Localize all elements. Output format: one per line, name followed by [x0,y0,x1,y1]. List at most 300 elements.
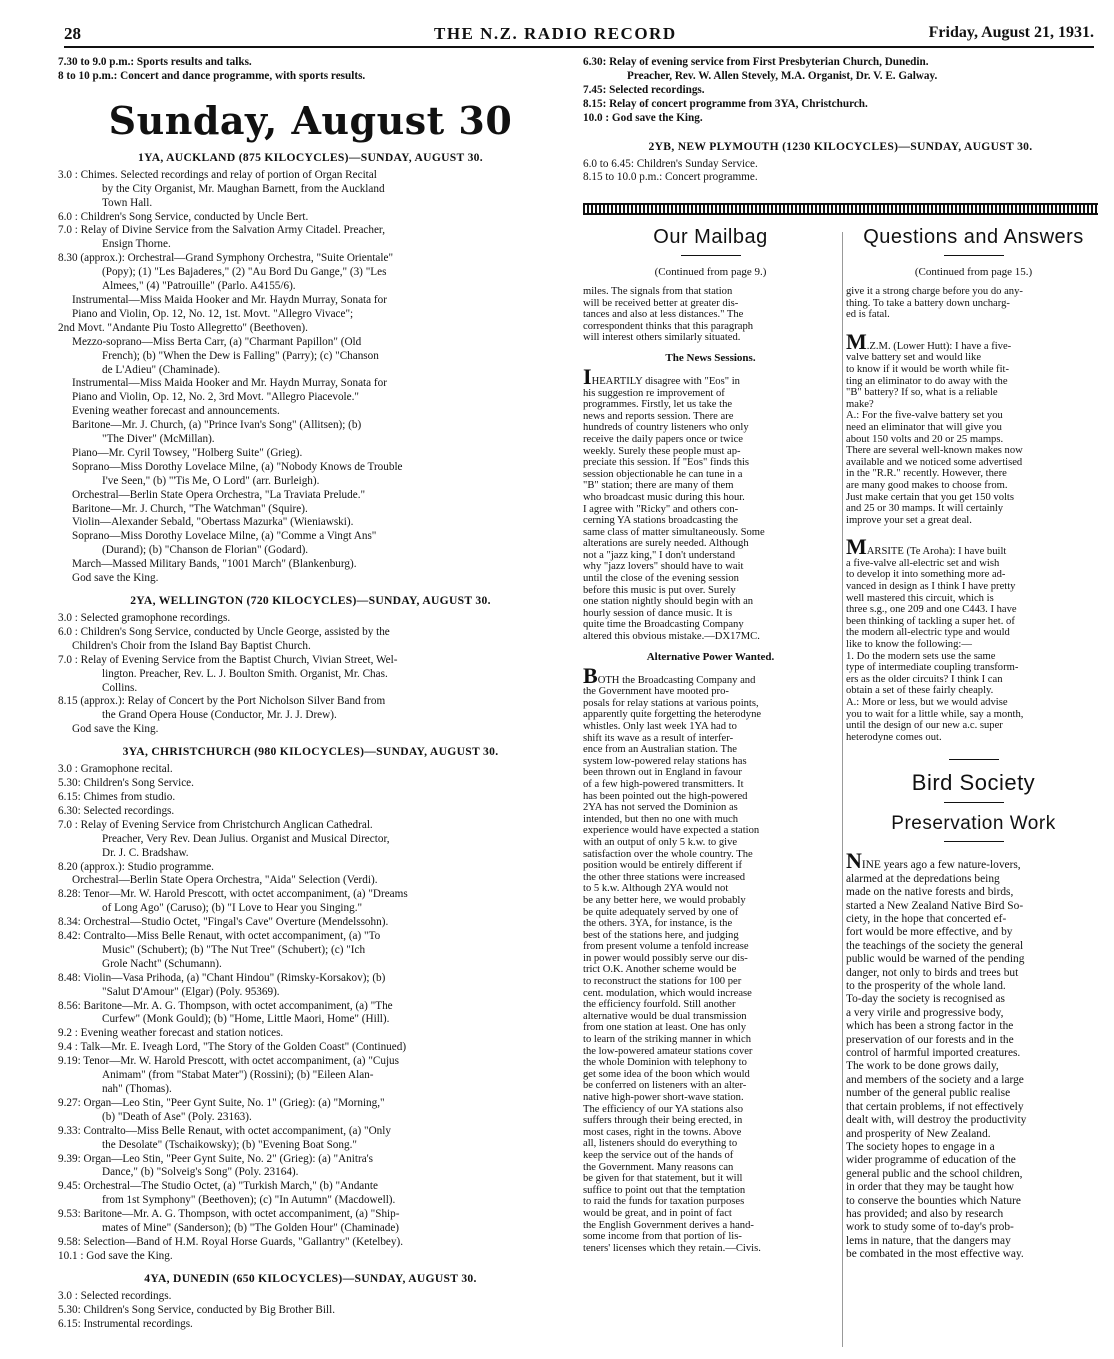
text-span: to 5 k.w. Although 2YA would not [583,883,729,895]
text-span: has provided; and also by research [846,1207,1004,1220]
text-line [846,1101,1101,1114]
text-span: from one station at least. One has only [583,1022,746,1034]
text-span: HEARTILY disagree with "Eos" in [591,375,740,387]
text-span: The society hopes to engage in a [846,1140,995,1153]
text-line [846,1007,1101,1020]
text-line [846,1128,1101,1141]
text-span: native high-power short-wave station. [583,1092,744,1103]
text-line [846,1235,1101,1248]
text-span: number of the general public realise [846,1087,1011,1100]
text-span: has been pointed out the high-powered [583,790,748,802]
programme-line: 9.33: Contralto—Miss Belle Renaut, with octet accompaniment, (a) "Only [58,1124,391,1137]
text-line [846,399,1101,411]
text-span: control of harmful imported creatures. [846,1047,1021,1060]
programme-line: (Durand); (b) "Chanson de Florian" (Godard). [102,544,309,557]
programme-line: de L'Adieu" (Chaminade). [102,363,221,376]
text-span: would be great, and in point of fact [583,1207,732,1219]
programme-line: by the City Organist, Mr. Maughan Barnett, from the Auckland [102,182,385,195]
text-line [846,1087,1101,1100]
programme-line: "Salut D'Amour" (Elgar) (Poly. 95369). [102,985,280,998]
text-span: the efficiency fourfold. Still another [583,999,736,1011]
programme-line: 9.19: Tenor—Mr. W. Harold Prescott, with octet accompaniment, (a) "Cujus [58,1055,400,1068]
text-line [846,873,1101,886]
text-line [583,573,838,585]
text-span: until the design of our new a.c. super [846,720,1003,732]
programme-line: French); (b) "When the Dew is Falling" (Parry); (c) "Chanson [102,349,379,362]
programme-line: 9.53: Baritone—Mr. A. G. Thompson, with octet accompaniment, (a) "Ship- [58,1208,400,1221]
mailbag-continued: (Continued from page 9.) [654,266,767,278]
text-span: why "jazz lovers" should have to wait [583,561,744,573]
programme-line: Orchestral—Berlin State Opera Orchestra, "Aida" Selection (Verdi). [72,874,378,887]
text-span: alarmed at the depredations being [846,872,1000,885]
text-span: satisfaction over the whole country. The [583,848,753,860]
text-line [846,1047,1101,1060]
text-span: fort would be more effective, and by [846,926,1013,939]
text-line [583,1057,838,1069]
text-line: miles. The signals from that station [583,286,733,297]
text-span: danger, not only to birds and trees but [846,966,1019,979]
qa-title: Questions and Answers [863,226,1084,248]
qa-item [846,534,1101,743]
text-line [583,1173,838,1185]
text-span: hourly session of dance music. It is [583,607,733,619]
text-span: OTH the Broadcasting Company and [597,674,756,686]
text-span: started a New Zealand Native Bird So- [846,899,1024,912]
text-line [583,596,838,608]
text-line: give it a strong charge before you do any- [846,286,1023,297]
programme-line: 6.15: Instrumental recordings. [58,1317,193,1330]
text-line [846,376,1101,388]
programme-line: 6.0 to 6.45: Children's Sunday Service. [583,157,758,170]
text-line [583,779,838,791]
text-line [846,709,1101,721]
programme-line: Instrumental—Miss Maida Hooker and Mr. Haydn Murray, Sonata for [72,293,387,306]
programme-line: (Popy); (1) "Les Bajaderes," (2) "Au Bord Du Gange," (3) "Les [102,266,387,279]
drop-cap: N [846,848,862,874]
text-span: be any better here, we would probably [583,894,746,906]
programme-line: Baritone—Mr. J. Church, "The Watchman" (Squire). [72,502,308,515]
programme-line: God save the King. [72,723,159,736]
text-line [846,515,1101,527]
programme-line: 10.1 : God save the King. [58,1249,173,1262]
mailbag-intro [583,286,838,344]
text-line [583,860,838,872]
station-list [58,151,563,1332]
text-span: "B" battery? If so, what is a reliable [846,387,998,399]
text-line [846,639,1101,651]
text-line [583,837,838,849]
text-span: make? [846,398,874,410]
programme-line: Town Hall. [102,196,153,209]
programme-line: 3.0 : Gramophone recital. [58,763,173,776]
text-line [583,1162,838,1174]
text-span: been thrown out in England in favour [583,767,742,779]
text-span: be conferred on listeners with an alter- [583,1080,747,1092]
text-line [846,1181,1101,1194]
right-top-programme [583,56,1098,224]
mailbag-column [583,222,838,1347]
programme-line: 10.0 : God save the King. [583,111,703,124]
text-line [583,457,838,469]
text-line [846,662,1101,674]
text-span: the modern all-electric type and would [846,627,1010,639]
text-span: like to know the following:— [846,639,972,651]
text-span: to develop it into something more ad- [846,569,1006,581]
text-line [846,953,1101,966]
mailbag-title: Our Mailbag [653,226,768,248]
text-line [846,1141,1101,1154]
text-line [583,907,838,919]
programme-line: Ensign Thorne. [102,238,171,251]
text-span: INE years ago a few nature-lovers, [861,859,1021,872]
text-line [583,585,838,597]
text-span: A.: For the five-valve battery set you [846,410,1003,422]
letter-heading: The News Sessions. [665,351,756,364]
text-line [583,619,838,631]
page-number: 28 [64,24,81,43]
text-line [583,1208,838,1220]
programme-line: 8.48: Violin—Vasa Prihoda, (a) "Chant Hindou" (Rimsky-Korsakov); (b) [58,971,386,984]
programme-line: 8.28: Tenor—Mr. W. Harold Prescott, with octet accompaniment, (a) "Dreams [58,888,408,901]
text-span: same class of matter simultaneously. Some [583,526,765,538]
text-line [846,1034,1101,1047]
text-line [846,1060,1101,1073]
text-line [583,849,838,861]
text-span: in order that they may be taught how [846,1181,1014,1194]
programme-line: 7.45: Selected recordings. [583,83,705,96]
text-line [583,1080,838,1092]
text-line [846,1221,1101,1234]
text-line [583,492,838,504]
text-span: There are several well-known makes now [846,445,1023,457]
text-line [583,608,838,620]
text-line [846,940,1101,953]
text-line [583,550,838,562]
programme-column [58,56,563,1346]
qa-intro [846,286,1101,321]
text-line [583,872,838,884]
programme-line: 6.30: Relay of evening service from First Presbyterian Church, Dunedin. [583,56,929,68]
text-span: alternative would be dual transmission [583,1010,747,1022]
new-plymouth-lines [583,158,1098,186]
text-span: made on the native forests and birds, [846,886,1014,899]
programme-line: lington. Preacher, Rev. L. J. Boulton Smith. Organist, Mr. Chas. [102,667,388,680]
text-line [583,941,838,953]
text-span: and 25 or 30 mamps. It will certainly [846,503,1004,515]
programme-line: 8.15 to 10.0 p.m.: Concert programme. [583,171,758,184]
text-span: public would be warned of the pending [846,953,1025,966]
drop-cap: B [583,662,598,688]
programme-line: 9.39: Organ—Leo Stin, "Peer Gynt Suite, No. 2" (Grieg): (a) "Anitra's [58,1152,374,1165]
programme-line: Dance," (b) "Solveig's Song" (Poly. 23164). [102,1166,299,1179]
programme-line: 7.0 : Relay of Evening Service from Christchurch Anglican Cathedral. [58,818,373,831]
text-span: I agree with "Ricky" and others con- [583,503,739,515]
text-span: improve your set a great deal. [846,514,972,526]
text-line [846,503,1101,515]
text-line [846,534,1101,560]
text-span: the others. 3YA, for instance, is the [583,918,733,930]
text-span: to conserve the bounties which Nature [846,1194,1021,1207]
programme-line: March—Massed Military Bands, "1001 March" (Blankenburg). [72,558,357,571]
station-title: 3YA, CHRISTCHURCH (980 KILOCYCLES)—SUNDAY, AUGUST 30. [122,745,499,759]
text-span: to the prosperity of the whole land. [846,980,1006,993]
qa-column [846,222,1101,1347]
programme-line: 8.34: Orchestral—Studio Octet, "Fingal's Cave" Overture (Mendelssohn). [58,916,389,929]
text-span: and prosperity of New Zealand. [846,1127,991,1140]
text-span: dealt with, will destroy the productivity [846,1114,1027,1127]
text-span: 1. Do the modern sets use the same [846,650,996,662]
text-span: .Z.M. (Lower Hutt): I have a five- [866,340,1012,352]
text-line [846,387,1101,399]
text-line: will be received better at greater dis- [583,297,739,309]
programme-line: 7.30 to 9.0 p.m.: Sports results and talks. [58,56,252,68]
text-line [846,1208,1101,1221]
text-line [583,791,838,803]
text-line [846,1248,1101,1261]
text-span: well mastered this circuit, which is [846,592,994,604]
text-span: which has been a strong factor in the [846,1020,1014,1033]
programme-line: 3.0 : Selected gramophone recordings. [58,612,231,624]
text-line [583,825,838,837]
text-line [583,662,838,688]
programme-line: I've Seen," (b) "'Tis Me, O Lord" (arr. Burleigh). [102,474,320,487]
text-line [846,1168,1101,1181]
text-line [583,721,838,733]
text-span: intended, but then no one with much [583,813,739,825]
text-span: preservation of our forests and in the [846,1033,1014,1046]
text-line [846,732,1101,744]
text-line [846,492,1101,504]
text-line [583,411,838,423]
text-span: apparently quite forgetting the heterodyne [583,709,762,721]
text-line [846,616,1101,628]
text-line [583,895,838,907]
programme-line: Evening weather forecast and announcements. [72,405,280,418]
text-span: before this music is put over. Surely [583,584,736,596]
text-line [846,627,1101,639]
issue-date: Friday, August 21, 1931. [928,24,1094,41]
programme-line: 9.45: Orchestral—The Studio Octet, (a) "Turkish March," (b) "Andante [58,1180,378,1193]
programme-line: God save the King. [72,572,159,585]
text-line [583,1243,838,1255]
programme-line: the Desolate" (Tschaikowsky); (b) "Evening Boat Song." [102,1138,357,1151]
text-line [846,445,1101,457]
text-span: news and reports session. There are [583,410,734,422]
text-line [583,1196,838,1208]
text-line [583,767,838,779]
text-span: from present volume a tenfold increase [583,941,749,953]
text-span: shift its wave as a result of interfer- [583,732,734,744]
text-span: one station nightly should begin with an [583,596,754,608]
programme-line: 6.0 : Children's Song Service, conducted by Uncle Bert. [58,210,309,223]
text-line [583,709,838,721]
text-line [583,1138,838,1150]
text-line [583,1185,838,1197]
text-span: whistles. Only last week 1YA had to [583,721,737,732]
text-line [583,953,838,965]
text-span: who broadcast music during this hour. [583,491,745,503]
programme-line: "The Diver" (McMillan). [102,433,215,446]
text-span: The work to be done grows daily, [846,1060,999,1073]
text-span: A.: More or less, but we would advise [846,697,1008,708]
text-line [583,388,838,400]
text-span: weekly. Surely these people must ap- [583,445,741,457]
publication-title: THE N.Z. RADIO RECORD [434,24,677,43]
text-span: suffers through their being erected, in [583,1115,743,1127]
text-line [583,1220,838,1232]
text-line [583,399,838,411]
text-line [846,352,1101,364]
programme-line: Music" (Schubert); (b) "The Nut Tree" (Schubert); (c) "Ich [102,943,366,956]
text-span: to know if it would be worth while fit- [846,363,1010,375]
station-title: 1YA, AUCKLAND (875 KILOCYCLES)—SUNDAY, AUGUST 30. [138,150,483,164]
text-span: in the "R.R." recently. However, there [846,468,1007,480]
text-span: trict O.K. Another scheme would be [583,964,737,976]
text-span: general public and the school children, [846,1167,1023,1180]
programme-line: 3.0 : Chimes. Selected recordings and relay of portion of Organ Recital [58,168,377,181]
text-line [846,1154,1101,1167]
text-line [846,422,1101,434]
programme-line: 9.27: Organ—Leo Stin, "Peer Gynt Suite, No. 1" (Grieg): (a) "Morning," [58,1096,385,1109]
text-line [583,883,838,895]
text-line: correspondent thinks that this paragraph [583,320,754,332]
text-span: to reconstruct the stations for 100 per [583,976,742,988]
text-span: suffice to point out that the temptation [583,1184,746,1196]
drop-cap: I [583,363,592,389]
qa-items [846,328,1101,744]
qa-item [846,328,1101,527]
text-line [583,1150,838,1162]
qa-continued: (Continued from page 15.) [914,266,1033,278]
text-line [583,363,838,389]
text-line [846,364,1101,376]
text-span: ers as the older circuits? I think I can [846,673,1003,685]
text-line [583,1104,838,1116]
programme-line: 6.0 : Children's Song Service, conducted by Uncle George, assisted by the [58,625,390,638]
text-span: a five-valve all-electric set and wish [846,557,1000,569]
text-span: preciate this session. If "Eos" finds this [583,457,750,469]
text-span: to raid the funds for taxation purposes [583,1196,745,1208]
programme-line: of Long Ago" (Caruso); (b) "I Love to Hear you Singing." [102,902,363,915]
text-line [583,1092,838,1104]
text-span: three s.g., one 209 and one C443. I have [846,604,1017,616]
text-line [846,926,1101,939]
text-line [583,918,838,930]
text-line [846,468,1101,480]
text-span: type of intermediate coupling transform- [846,662,1019,674]
text-span: wider programme of education of the [846,1154,1016,1167]
programme-line: 8.30 (approx.): Orchestral—Grand Symphony Orchestra, "Suite Orientale" [58,252,394,265]
text-line [583,446,838,458]
text-line [583,1231,838,1243]
programme-line: mates of Mine" (Sanderson); (b) "The Golden Hour" (Chaminade) [102,1222,400,1235]
programme-line: 8.20 (approx.): Studio programme. [58,860,214,873]
bird-subtitle: Preservation Work [891,813,1056,835]
text-line [846,410,1101,422]
title-rule [944,802,1004,803]
drop-cap: M [846,328,867,354]
programme-line: 5.30: Children's Song Service. [58,777,194,790]
programme-line: Almees," (4) "Patrouille" (Parlo. A4155/6). [102,280,296,293]
title-rule [944,841,1004,842]
text-span: system low-powered relay stations has [583,755,747,767]
text-line [846,1114,1101,1127]
station-title: 4YA, DUNEDIN (650 KILOCYCLES)—SUNDAY, AUGUST 30. [144,1271,477,1285]
text-span: all, listeners should do everything to [583,1138,738,1150]
programme-line: Mezzo-soprano—Miss Berta Carr, (a) "Charmant Papillon" (Old [72,335,362,348]
text-line [846,457,1101,469]
programme-line: Violin—Alexander Sebald, "Obertass Mazurka" (Wieniawski). [72,516,354,529]
text-span: ting an eliminator to do away with the [846,375,1008,387]
programme-line: 6.30: Selected recordings. [58,804,175,817]
text-line: thing. To take a battery down uncharg- [846,297,1010,309]
text-span: some income from that portion of lis- [583,1231,742,1243]
text-span: be quite adequately served by one of [583,906,739,918]
text-line [583,756,838,768]
text-span: work to study some of to-day's prob- [846,1221,1014,1234]
programme-line: (b) "Death of Ase" (Poly. 23163). [102,1110,252,1123]
text-line [846,558,1101,570]
text-span: teners' licenses which they retain.—Civis. [583,1242,761,1254]
text-span: the Government have mooted pro- [583,686,729,698]
dunedin-continued [583,56,1098,126]
text-span: been thinking of tackling a super het. of [846,615,1015,627]
text-line [583,515,838,527]
day-title: Sunday, August 30 [108,97,513,143]
bird-article [846,848,1101,1261]
text-span: hundreds of country listeners who only [583,422,749,434]
text-line: tances and also at less distances." The [583,309,744,321]
text-line [846,1074,1101,1087]
programme-line: 2nd Movt. "Andante Piu Tosto Allegretto" (Beethoven). [58,321,308,334]
text-span: are many good makes to choose from. [846,479,1008,491]
text-line [583,1022,838,1034]
text-span: in power would possibly serve our dis- [583,952,748,964]
programme-line: 8.56: Baritone—Mr. A. G. Thompson, with octet accompaniment, (a) "The [58,999,393,1012]
text-span: receive the daily papers once or twice [583,433,744,445]
text-line [846,581,1101,593]
programme-line: 7.0 : Relay of Evening Service from the Baptist Church, Vivian Street, Wel- [58,653,398,666]
text-line [846,593,1101,605]
text-line [583,1127,838,1139]
text-span: be combated in the most effective way. [846,1248,1024,1261]
text-line [846,913,1101,926]
text-span: programmes. Firstly, let us take the [583,399,733,411]
programme-line: Preacher, Very Rev. Dean Julius. Organist and Musical Director, [102,832,390,845]
text-span: lems in nature, that the dangers may [846,1234,1011,1247]
text-line [583,814,838,826]
text-span: that certain problems, if not effectively [846,1100,1024,1113]
text-span: valve battery set and would like [846,352,982,364]
text-span: not a "jazz king," I don't understand [583,549,736,561]
letter-heading: Alternative Power Wanted. [646,650,775,663]
programme-line: 8.15: Relay of concert programme from 3YA, Christchurch. [583,97,868,110]
text-line [846,900,1101,913]
text-line [846,697,1101,709]
programme-line: Piano and Violin, Op. 12, No. 2, 3rd Movt. "Allegro Piacevole." [72,391,359,404]
text-line [583,504,838,516]
text-span: his suggestion re improvement of [583,387,725,399]
programme-line: Baritone—Mr. J. Church, (a) "Prince Ivan's Song" (Allitsen); (b) [72,419,362,432]
text-line [583,686,838,698]
programme-line: Curfew" (Monk Gould); (b) "Home, Little Maori, Home" (Hill). [102,1013,390,1026]
text-span: quite time the Broadcasting Company [583,619,744,631]
text-span: To-day the society is recognised as [846,993,1005,1006]
text-span: alterations are surely needed. Although [583,538,749,550]
text-line: ed is fatal. [846,309,890,321]
text-line [846,674,1101,686]
programme-line: Animam" (from "Stabat Mater") (Rossini); (b) "Eileen Alan- [102,1069,374,1082]
